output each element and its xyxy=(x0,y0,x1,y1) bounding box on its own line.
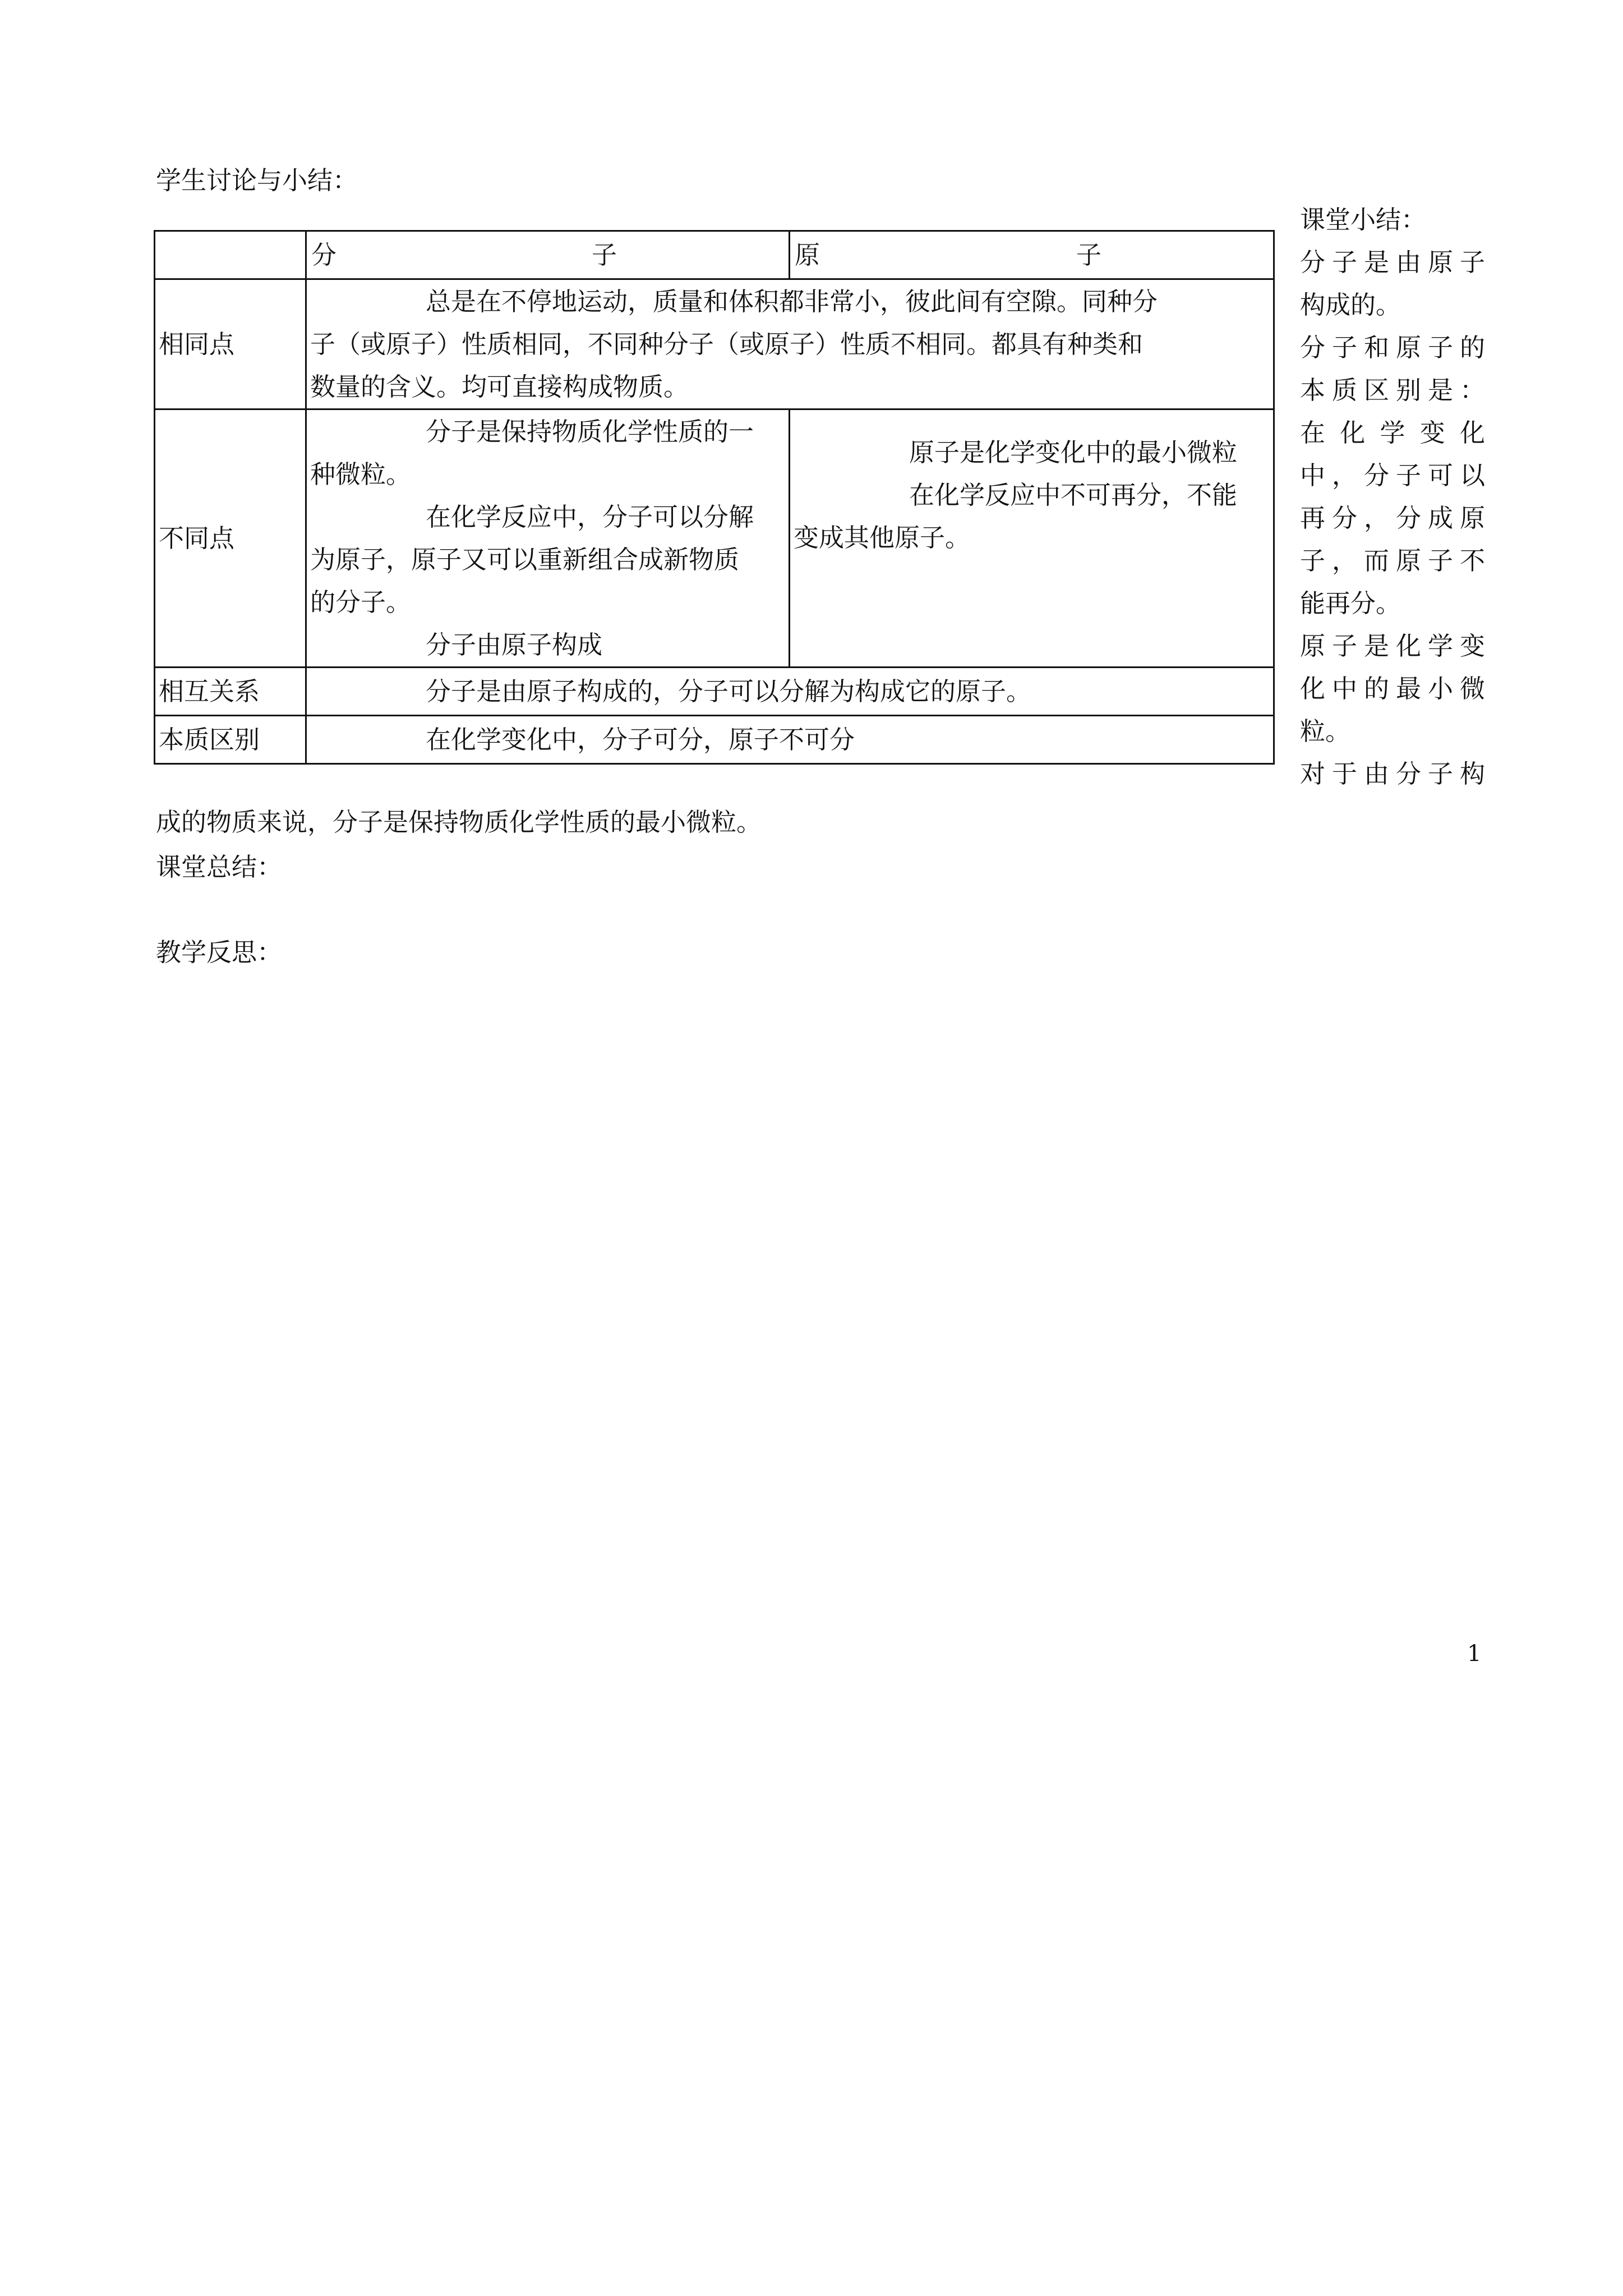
side-note-line: 子，而原子不 xyxy=(1300,546,1485,576)
atom-diff-line: 变成其他原子。 xyxy=(794,523,971,553)
molecule-diff-line: 在化学反应中，分子可以分解 xyxy=(426,501,754,532)
page-number: 1 xyxy=(1467,1641,1482,1667)
side-note-line: 分子是由原子 xyxy=(1300,247,1485,277)
row-label-similarities: 相同点 xyxy=(155,279,306,409)
side-note-line: 中，分子可以 xyxy=(1300,461,1485,490)
teaching-reflection-label: 教学反思： xyxy=(156,937,283,967)
side-note-line: 再分，分成原 xyxy=(1300,503,1485,533)
molecule-diff-line: 分子是保持物质化学性质的一 xyxy=(426,416,754,447)
row-label-differences: 不同点 xyxy=(155,409,306,668)
side-note-line: 对于由分子构 xyxy=(1300,759,1485,789)
side-note-line: 本质区别是： xyxy=(1300,375,1485,405)
header-molecule-left: 分 xyxy=(311,240,337,270)
row-label-relationship: 相互关系 xyxy=(155,668,306,716)
relationship-cell xyxy=(306,668,1274,716)
table-row xyxy=(155,668,1274,716)
side-note-line: 分子和原子的 xyxy=(1300,333,1485,362)
header-molecule-right: 子 xyxy=(591,240,617,270)
similarities-line: 数量的含义。均可直接构成物质。 xyxy=(310,371,689,402)
row-label-essential-difference: 本质区别 xyxy=(155,716,306,764)
side-note-line: 构成的。 xyxy=(1300,290,1401,320)
molecule-differences-cell xyxy=(306,409,790,668)
table-row xyxy=(155,279,1274,409)
side-notes xyxy=(1300,199,1485,795)
relationship-text: 分子是由原子构成的，分子可以分解为构成它的原子。 xyxy=(426,676,1032,706)
side-note-line: 原子是化学变 xyxy=(1300,631,1485,661)
essential-difference-text: 在化学变化中，分子可分，原子不可分 xyxy=(426,724,855,754)
atom-differences-cell xyxy=(790,409,1274,668)
table-header-molecule xyxy=(306,231,790,279)
side-note-line: 课堂小结： xyxy=(1300,205,1427,234)
atom-diff-line: 原子是化学变化中的最小微粒 xyxy=(909,438,1238,467)
table-header-atom xyxy=(790,231,1274,279)
similarities-cell xyxy=(306,279,1274,409)
essential-difference-cell xyxy=(306,716,1274,764)
table-header-blank xyxy=(155,231,306,279)
section-heading: 学生讨论与小结： xyxy=(156,165,358,195)
table-row xyxy=(155,409,1274,668)
header-atom-left: 原 xyxy=(795,240,820,270)
side-note-line: 化中的最小微 xyxy=(1300,674,1485,703)
atom-diff-line: 在化学反应中不可再分，不能 xyxy=(909,480,1238,510)
similarities-line: 子（或原子）性质相同，不同种分子（或原子）性质不相同。都具有种类和 xyxy=(310,329,1144,359)
table-header-row xyxy=(155,231,1274,279)
comparison-table xyxy=(154,230,1275,765)
side-note-line: 在 化 学 变 化 xyxy=(1300,418,1485,448)
molecule-diff-line: 种微粒。 xyxy=(310,459,412,489)
side-note-line: 能再分。 xyxy=(1300,588,1401,618)
continuation-text: 成的物质来说，分子是保持物质化学性质的最小微粒。 xyxy=(156,807,762,837)
molecule-diff-line: 的分子。 xyxy=(310,587,412,617)
molecule-diff-line: 分子由原子构成 xyxy=(426,629,603,660)
similarities-line: 总是在不停地运动，质量和体积都非常小，彼此间有空隙。同种分 xyxy=(426,286,1158,316)
header-atom-right: 子 xyxy=(1076,240,1101,270)
class-summary-label: 课堂总结： xyxy=(156,852,283,882)
side-note-line: 粒。 xyxy=(1300,716,1351,746)
table-row xyxy=(155,716,1274,764)
molecule-diff-line: 为原子，原子又可以重新组合成新物质 xyxy=(310,544,740,574)
